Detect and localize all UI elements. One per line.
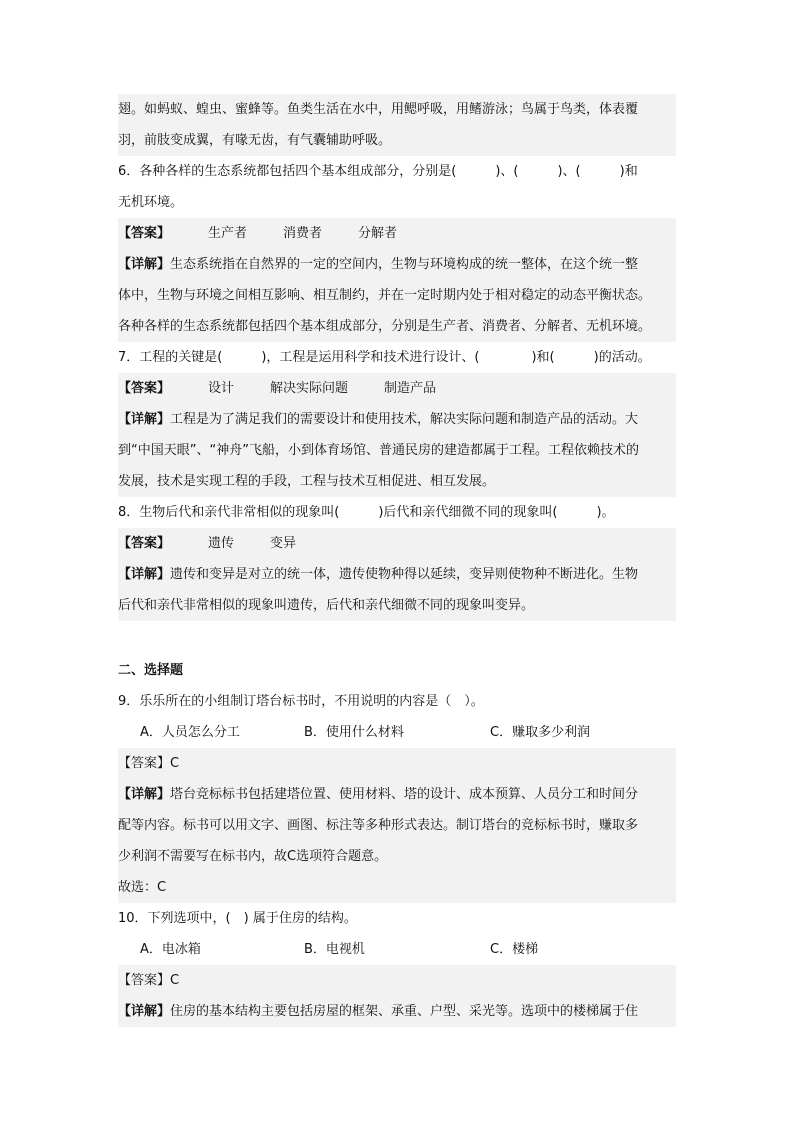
- detail-line: 到“中国天眼”、“神舟”飞船，小到体育场馆、普通民房的建造都属于工程。工程依赖技术的: [118, 443, 639, 458]
- detail-line: 各种各样的生态系统都包括四个基本组成部分，分别是生产者、消费者、分解者、无机环境。: [118, 319, 652, 334]
- answer-value: 变异: [270, 536, 297, 551]
- question-9: 9．乐乐所在的小组制订塔台标书时，不用说明的内容是（ ）。: [118, 694, 484, 709]
- question-10: 10．下列选项中，( ) 属于住房的结构。: [118, 911, 357, 926]
- question-6-cont: 无机环境。: [118, 195, 184, 210]
- detail-line: 少利润不需要写在标书内，故C选项符合题意。: [118, 849, 388, 864]
- answer-value: 生产者: [208, 226, 248, 241]
- detail-line: 体中，生物与环境之间相互影响、相互制约，并在一定时期内处于相对稳定的动态平衡状态。: [118, 288, 652, 303]
- text-line: 翅。如蚂蚁、蝗虫、蜜蜂等。鱼类生活在水中，用鳃呼吸，用鳍游泳；鸟属于鸟类，体表覆: [118, 102, 639, 117]
- option-a: A．人员怎么分工: [140, 725, 240, 740]
- q9-solution: [118, 748, 676, 903]
- answer-line: [118, 528, 676, 559]
- q10-solution: [118, 965, 676, 1027]
- detail-text: 工程是为了满足我们的需要设计和使用技术，解决实际问题和制造产品的活动。大: [170, 412, 639, 427]
- q6-solution: [118, 218, 676, 342]
- answer-label: 【答案】: [118, 381, 171, 396]
- answer-value: 制造产品: [384, 381, 437, 396]
- q7-solution: [118, 373, 676, 497]
- options-row: [118, 934, 676, 965]
- option-b: B．电视机: [304, 942, 365, 957]
- detail-line: [118, 249, 676, 280]
- answer-line: [118, 218, 676, 249]
- detail-line: [118, 779, 676, 810]
- detail-label: 【详解】: [118, 257, 171, 272]
- question-8: 8．生物后代和亲代非常相似的现象叫( )后代和亲代细微不同的现象叫( )。: [118, 505, 615, 520]
- option-a: A．电冰箱: [140, 942, 201, 957]
- answer-label: 【答案】: [118, 536, 171, 551]
- answer-label: 【答案】: [118, 226, 171, 241]
- detail-line: 后代和亲代非常相似的现象叫遗传，后代和亲代细微不同的现象叫变异。: [118, 598, 535, 613]
- detail-text: 生态系统指在自然界的一定的空间内，生物与环境构成的统一整体，在这个统一整: [170, 257, 639, 272]
- detail-line: [118, 559, 676, 590]
- detail-line: 配等内容。标书可以用文字、画图、标注等多种形式表达。制订塔台的竞标标书时，赚取多: [118, 818, 639, 833]
- option-c: C．楼梯: [490, 942, 539, 957]
- detail-label: 【详解】: [118, 567, 171, 582]
- document-content: [118, 94, 676, 1027]
- detail-label: 【详解】: [118, 1004, 171, 1019]
- answer-line: [118, 373, 676, 404]
- detail-line: [118, 404, 676, 435]
- detail-line: 发展，技术是实现工程的手段，工程与技术互相促进、相互发展。: [118, 474, 496, 489]
- q5-detail-continued: [118, 94, 676, 156]
- section-title: 二、选择题: [118, 663, 184, 678]
- q8-solution: [118, 528, 676, 621]
- question-7: 7．工程的关键是( )，工程是运用科学和技术进行设计、( )和( )的活动。: [118, 350, 651, 365]
- detail-line: [118, 996, 676, 1027]
- option-c: C．赚取多少利润: [490, 725, 591, 740]
- detail-label: 【详解】: [118, 787, 171, 802]
- option-b: B．使用什么材料: [304, 725, 404, 740]
- answer-value: 消费者: [283, 226, 323, 241]
- detail-text: 住房的基本结构主要包括房屋的框架、承重、户型、采光等。选项中的楼梯属于住: [170, 1004, 639, 1019]
- answer-value: 解决实际问题: [270, 381, 349, 396]
- detail-text: 塔台竞标标书包括建塔位置、使用材料、塔的设计、成本预算、人员分工和时间分: [170, 787, 639, 802]
- detail-text: 遗传和变异是对立的统一体，遗传使物种得以延续，变异则使物种不断进化。生物: [170, 567, 639, 582]
- question-6: 6．各种各样的生态系统都包括四个基本组成部分，分别是( )、( )、( )和: [118, 164, 638, 179]
- options-row: [118, 717, 676, 748]
- answer-value: 设计: [208, 381, 235, 396]
- text-line: 羽，前肢变成翼，有喙无齿，有气囊辅助呼吸。: [118, 133, 392, 148]
- answer-value: 分解者: [358, 226, 398, 241]
- answer-line: 【答案】C: [118, 973, 180, 988]
- answer-line: 【答案】C: [118, 756, 180, 771]
- answer-value: 遗传: [208, 536, 235, 551]
- conclusion-line: 故选：C: [118, 880, 167, 895]
- detail-label: 【详解】: [118, 412, 171, 427]
